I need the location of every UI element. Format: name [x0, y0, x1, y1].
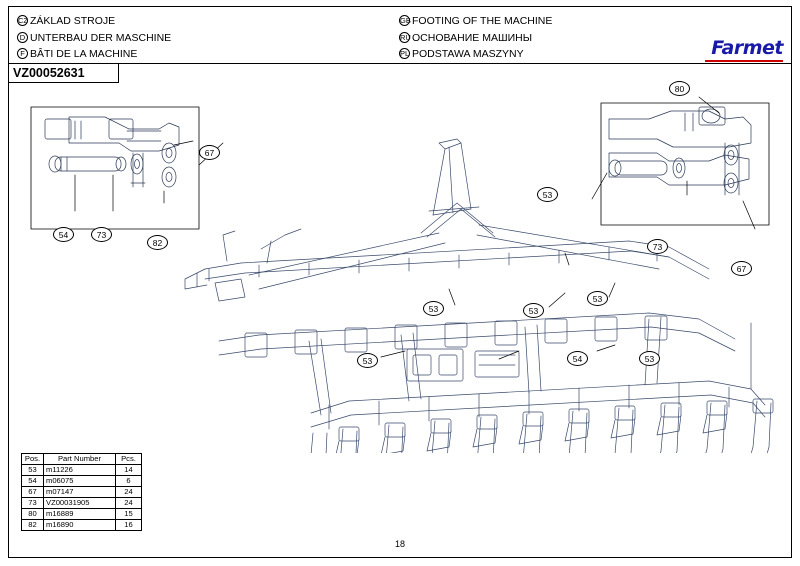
- cell-pcs: 14: [116, 465, 142, 476]
- header-title-ru-text: ОСНОВАНИЕ МАШИНЫ: [412, 31, 533, 44]
- header-title-cz-text: ZÁKLAD STROJE: [30, 15, 116, 27]
- callout-82-left: 82: [147, 235, 168, 250]
- cell-pos: 53: [22, 465, 44, 476]
- lang-badge-fr: F: [17, 48, 28, 59]
- lang-badge-cz: CZ: [18, 16, 28, 25]
- cell-part-number: m11226: [44, 465, 116, 476]
- header-title-gb-text: FOOTING OF THE MACHINE: [412, 15, 553, 27]
- header-title-ru: [399, 30, 552, 47]
- detail-inset-right: [592, 97, 769, 229]
- column-header-pos: Pos.: [22, 454, 44, 465]
- header-divider: [9, 63, 791, 64]
- callout-67-left: 67: [199, 145, 220, 160]
- header-title-pl: [399, 46, 552, 63]
- table-row: [22, 509, 142, 520]
- column-header-part-number: Part Number: [44, 454, 116, 465]
- brand-logo: [711, 37, 783, 59]
- callout-53-d: 53: [357, 353, 378, 368]
- cell-part-number: m16890: [44, 520, 116, 531]
- header-title-pl-text: PODSTAWA MASZYNY: [412, 48, 524, 60]
- callout-53-right-detail: 53: [537, 187, 558, 202]
- tine-assemblies: [259, 399, 773, 453]
- lang-badge-de: D: [17, 32, 28, 43]
- callout-54-main: 54: [567, 351, 588, 366]
- header-left-titles: [17, 13, 171, 63]
- header-title-de: [17, 30, 171, 47]
- callout-53-a: 53: [423, 301, 444, 316]
- table-row: [22, 487, 142, 498]
- parts-table: [21, 453, 142, 531]
- header-title-cz: [17, 13, 171, 30]
- cell-pcs: 24: [116, 487, 142, 498]
- header-title-fr-text: BÂTI DE LA MACHINE: [30, 48, 138, 60]
- machine-assembly-illustration: [9, 83, 791, 453]
- header-right-titles: [399, 13, 552, 63]
- cell-part-number: m16889: [44, 509, 116, 520]
- callout-53-b: 53: [523, 303, 544, 318]
- document-page: [8, 6, 792, 558]
- cell-part-number: m07147: [44, 487, 116, 498]
- cell-pcs: 15: [116, 509, 142, 520]
- brand-logo-underline: [705, 60, 783, 62]
- table-row: [22, 498, 142, 509]
- cell-pcs: 24: [116, 498, 142, 509]
- cell-pos: 80: [22, 509, 44, 520]
- cell-pos: 73: [22, 498, 44, 509]
- column-header-pcs: Pcs.: [116, 454, 142, 465]
- callout-54-left: 54: [53, 227, 74, 242]
- lang-badge-ru: RU: [400, 32, 411, 42]
- callout-53-e: 53: [639, 351, 660, 366]
- page-header: [9, 7, 791, 63]
- cell-part-number: m06075: [44, 476, 116, 487]
- cell-pos: 67: [22, 487, 44, 498]
- drawing-number-value: VZ00052631: [13, 66, 85, 80]
- header-title-fr: [17, 46, 171, 63]
- callout-80: 80: [669, 81, 690, 96]
- callout-73-left: 73: [91, 227, 112, 242]
- table-row: [22, 476, 142, 487]
- cell-part-number: VZ00031905: [44, 498, 116, 509]
- callout-67-right: 67: [731, 261, 752, 276]
- cell-pos: 82: [22, 520, 44, 531]
- table-row: [22, 465, 142, 476]
- technical-drawing: [9, 83, 791, 453]
- detail-inset-left: [31, 107, 223, 229]
- cell-pos: 54: [22, 476, 44, 487]
- callout-73-right: 73: [647, 239, 668, 254]
- cell-pcs: 16: [116, 520, 142, 531]
- cell-pcs: 6: [116, 476, 142, 487]
- lang-badge-gb: GB: [400, 16, 411, 25]
- drawing-number-box: [9, 63, 119, 83]
- header-title-de-text: UNTERBAU DER MASCHINE: [30, 31, 172, 44]
- table-header-row: [22, 454, 142, 465]
- table-row: [22, 520, 142, 531]
- callout-leaders: [381, 253, 615, 359]
- header-title-gb: [399, 13, 552, 30]
- callout-53-c: 53: [587, 291, 608, 306]
- lang-badge-pl: PL: [400, 49, 410, 58]
- page-number: 18: [394, 539, 405, 549]
- brand-logo-text: Farmet: [711, 37, 783, 59]
